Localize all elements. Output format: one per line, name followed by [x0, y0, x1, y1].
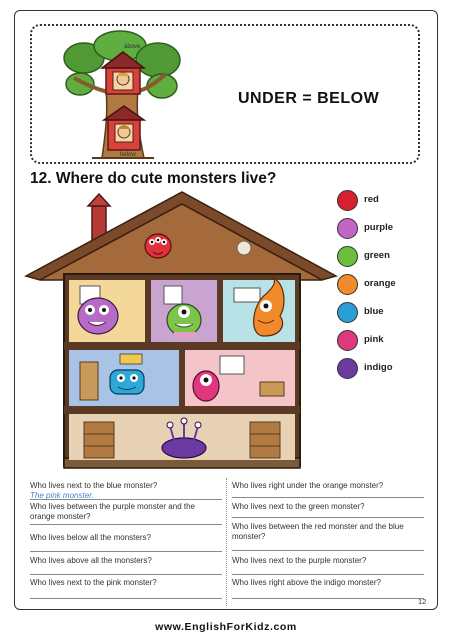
answer-line[interactable]	[232, 550, 424, 551]
below-label: below	[120, 152, 136, 158]
blue-dot-icon	[337, 302, 358, 323]
pink-dot-icon	[337, 330, 358, 351]
question-right-5: Who lives right above the indigo monster?	[232, 578, 381, 587]
question-right-4: Who lives next to the purple monster?	[232, 556, 367, 565]
legend-label: red	[364, 194, 379, 205]
answer-line[interactable]	[232, 497, 424, 498]
monster-house-illustration	[24, 186, 340, 480]
legend-item-pink	[337, 330, 437, 352]
indigo-dot-icon	[337, 358, 358, 379]
question-left-1: Who lives next to the blue monster?	[30, 481, 158, 490]
question-right-3: Who lives between the red monster and the blue monster?	[232, 522, 404, 541]
legend-label: blue	[364, 306, 384, 317]
page-number: 12	[418, 597, 427, 606]
legend-item-indigo	[337, 358, 437, 380]
answer-line[interactable]	[30, 598, 222, 599]
question-left-5: Who lives next to the pink monster?	[30, 578, 157, 587]
treehouse-illustration	[62, 30, 182, 160]
legend-label: purple	[364, 222, 394, 233]
column-divider	[226, 478, 227, 606]
question-right-1: Who lives right under the orange monster?	[232, 481, 384, 490]
section-title: 12. Where do cute monsters live?	[30, 170, 277, 187]
question-right-2: Who lives next to the green monster?	[232, 502, 365, 511]
question-left-4: Who lives above all the monsters?	[30, 556, 152, 565]
legend-label: pink	[364, 334, 384, 345]
answer-left-1: The pink monster.	[30, 491, 94, 500]
legend-label: indigo	[364, 362, 393, 373]
question-left-3: Who lives below all the monsters?	[30, 533, 151, 542]
legend-label: orange	[364, 278, 396, 289]
answer-line[interactable]	[232, 598, 424, 599]
legend-item-orange	[337, 274, 437, 296]
legend-label: green	[364, 250, 390, 261]
legend-item-red	[337, 190, 437, 212]
legend-item-purple	[337, 218, 437, 240]
answer-line[interactable]	[232, 517, 424, 518]
footer-website[interactable]: www.EnglishForKidz.com	[155, 621, 297, 633]
purple-dot-icon	[337, 218, 358, 239]
answer-line[interactable]	[30, 524, 222, 525]
answer-line[interactable]	[30, 551, 222, 552]
vocabulary-title: UNDER = BELOW	[238, 90, 380, 107]
legend-item-green	[337, 246, 437, 268]
answer-line[interactable]	[30, 574, 222, 575]
green-dot-icon	[337, 246, 358, 267]
answer-line[interactable]	[232, 574, 424, 575]
orange-dot-icon	[337, 274, 358, 295]
answer-line[interactable]	[30, 499, 222, 500]
red-dot-icon	[337, 190, 358, 211]
legend-item-blue	[337, 302, 437, 324]
above-label: above	[124, 44, 141, 50]
question-left-2: Who lives between the purple monster and the orange monster?	[30, 502, 195, 521]
